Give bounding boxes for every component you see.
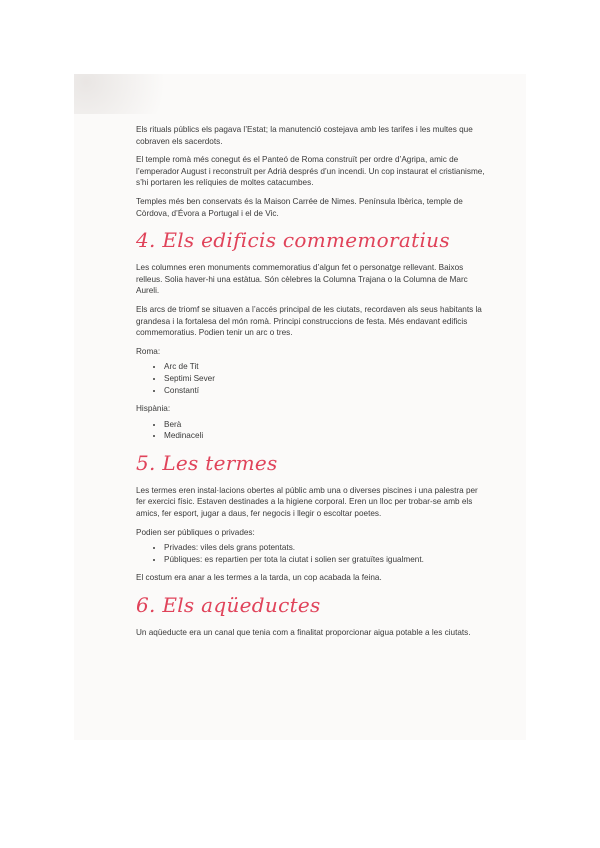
section-5-list (136, 542, 486, 565)
roma-list (136, 361, 486, 396)
section-5-paragraph-1: Les termes eren instal·lacions obertes al públic amb una o diverses piscines i una palestra per fer exercici físic. Estaven destinades a la higiene corporal. Eren un lloc per trobar-se amb els amics, fer esport, jugar a daus, fer negocis i llegir o escoltar poetes. (136, 485, 478, 519)
intro-paragraph-2: El temple romà més conegut és el Panteó de Roma construït per ordre d’Agripa, amic de l’emperador August i reconstruït per Adrià després d’un incendi. Un cop instaurat el cristianisme, s’hi portaren les relíquies de moltes catacumbes. (136, 155, 485, 188)
list-item: • Septimi Sever (164, 373, 486, 385)
section-4-paragraph-2: Els arcs de triomf se situaven a l’accés principal de les ciutats, recordaven als seus habitants la grandesa i la fortalesa del món romà. Principi construccions de festa. Més endavant edificis commemoratius. Podien tenir un arc o tres. (136, 304, 482, 338)
roma-label: Roma: (136, 346, 161, 356)
section-6-paragraph-1: Un aqüeducte era un canal que tenia com a finalitat proporcionar aigua potable a les ciutats. (136, 628, 471, 638)
document-content (136, 124, 486, 646)
section-5-list-label: Podien ser públiques o privades: (136, 527, 255, 537)
hispania-label: Hispània: (136, 404, 171, 414)
list-item: • Privades: viles dels grans potentats. (164, 542, 486, 554)
hispania-list (136, 419, 486, 442)
list-item: • Constantí (164, 385, 486, 397)
section-6-heading: 6. Els aqüeductes (136, 593, 321, 618)
document-page (74, 74, 526, 740)
intro-paragraph-3: Temples més ben conservats és la Maison Carrée de Nimes. Península Ibèrica, temple de Còrdova, d’Évora a Portugal i el de Vic. (136, 196, 463, 218)
section-4-heading: 4. Els edificis commemoratius (136, 228, 450, 253)
intro-paragraph-1: Els rituals públics els pagava l’Estat; la manutenció costejava amb les tarifes i les multes que cobraven els sacerdots. (136, 125, 473, 146)
section-5-heading: 5. Les termes (136, 450, 278, 475)
list-item: • Públiques: es repartien per tota la ciutat i solien ser gratuïtes igualment. (164, 554, 486, 566)
section-5-paragraph-2: El costum era anar a les termes a la tarda, un cop acabada la feina. (136, 573, 382, 583)
list-item: • Medinaceli (164, 430, 486, 442)
list-item: • Berà (164, 419, 486, 431)
section-4-paragraph-1: Les columnes eren monuments commemoratius d’algun fet o personatge rellevant. Baixos relleus. Solia haver-hi una estàtua. Són cèlebres la Columna Trajana o la Columna de Marc Aureli. (136, 263, 468, 296)
list-item: • Arc de Tit (164, 361, 486, 373)
